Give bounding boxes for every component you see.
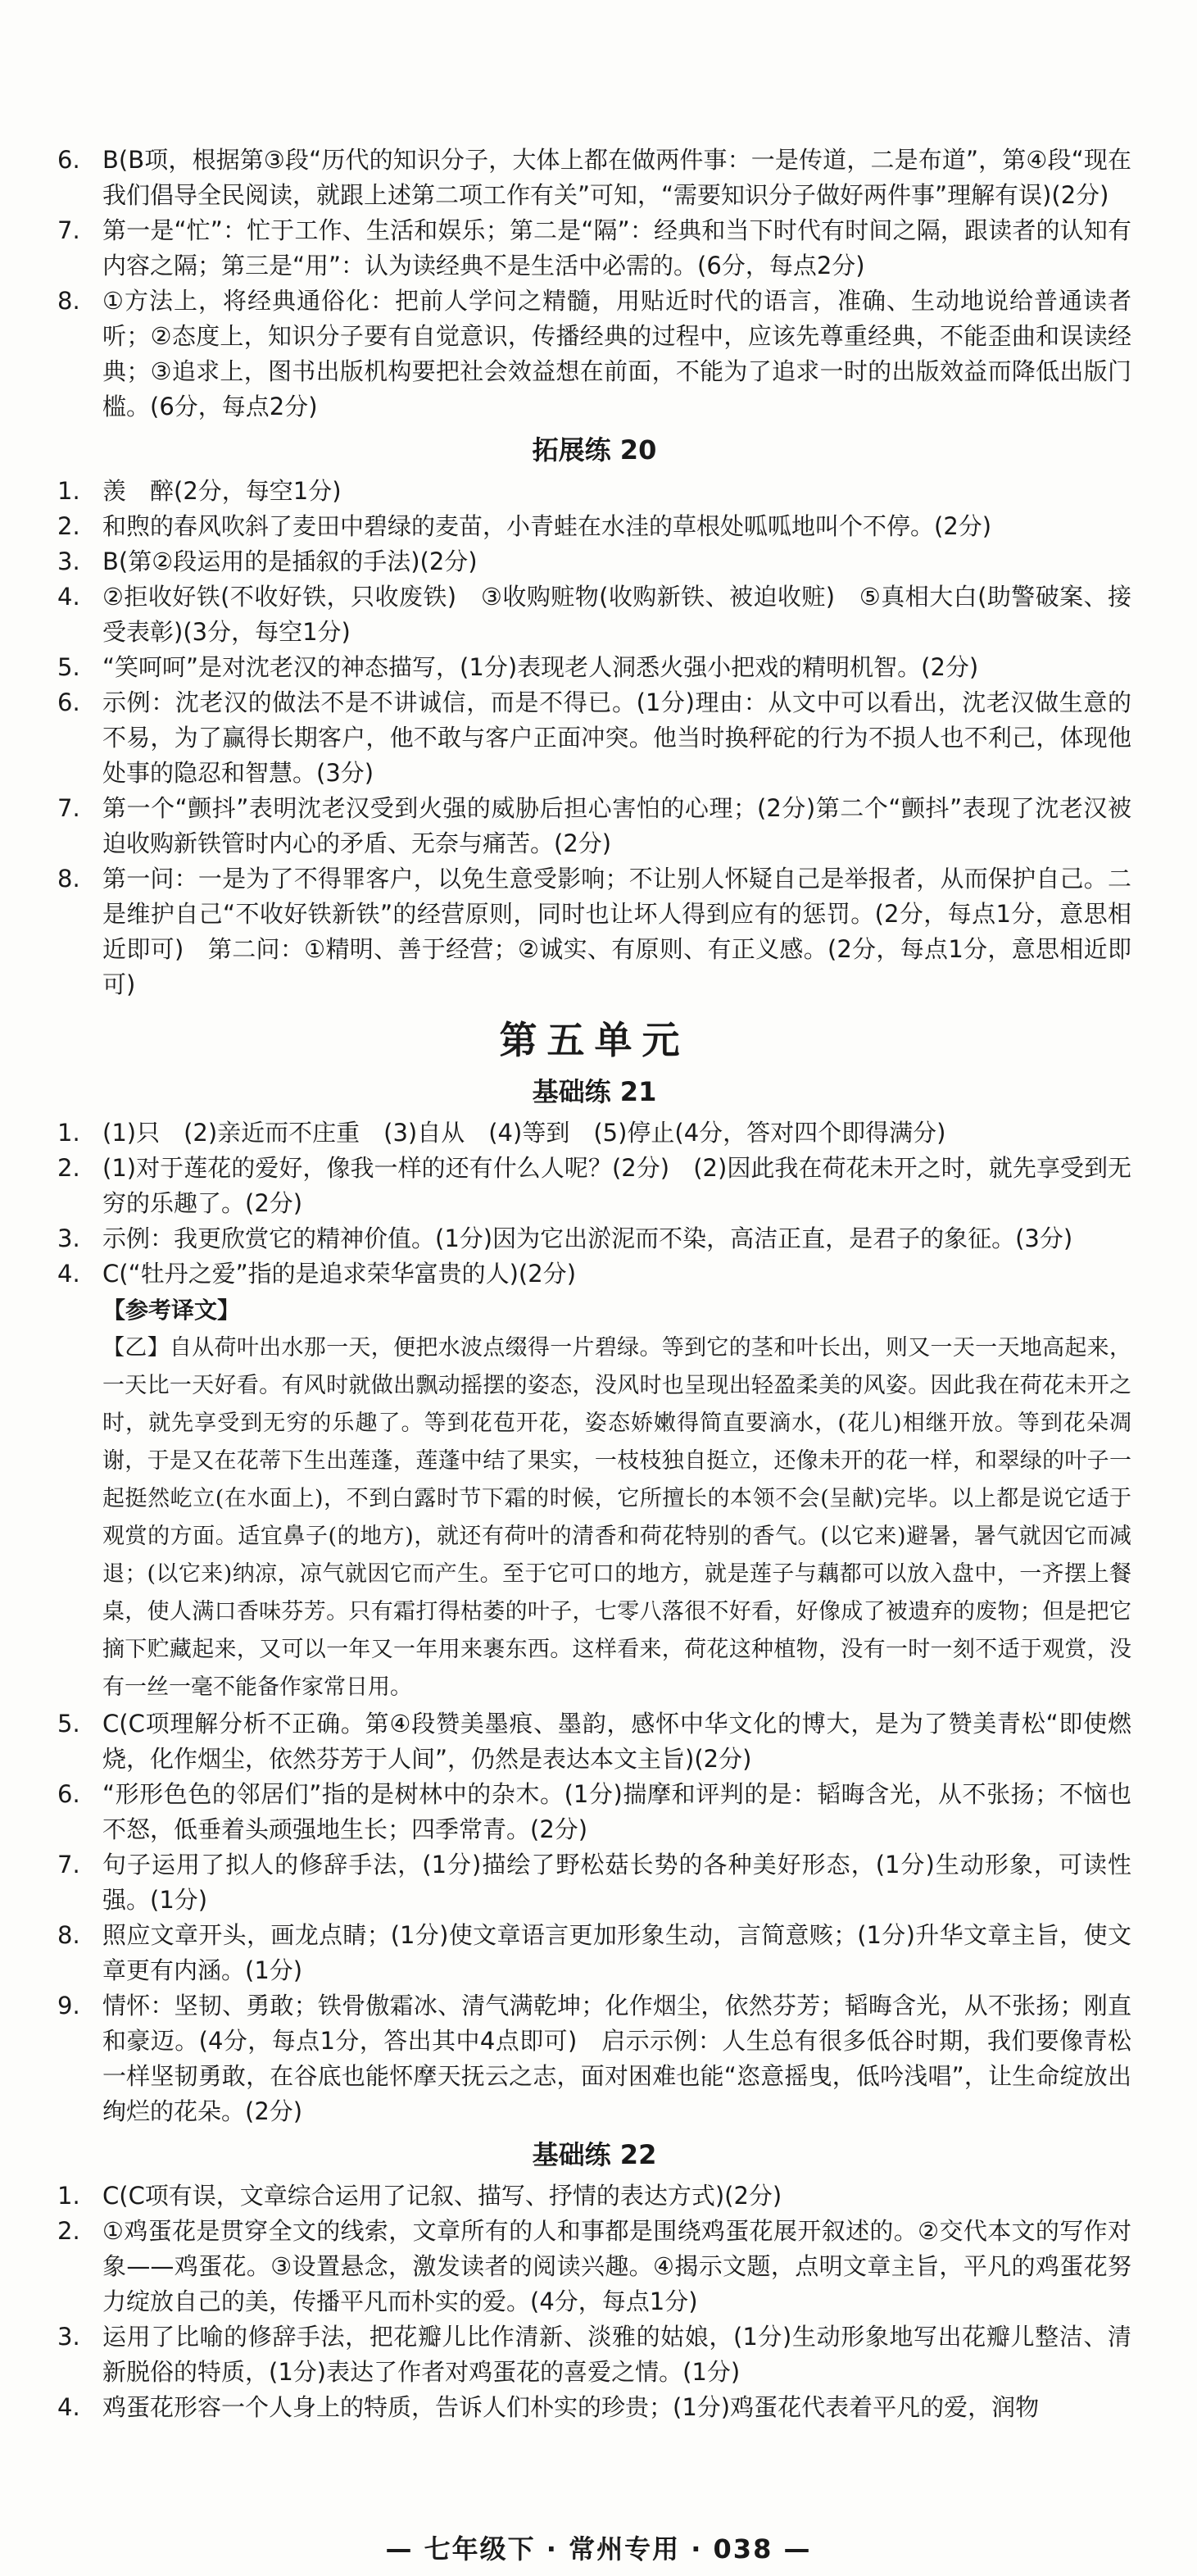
section-previous-answers xyxy=(57,143,1131,425)
answer-item: 8. 照应文章开头，画龙点睛；(1分)使文章语言更加形象生动，言简意赅；(1分)升华文章主旨，使文章更有内涵。(1分) xyxy=(57,1921,1131,1984)
answer-text: 示例：沈老汉的做法不是不讲诚信，而是不得已。(1分)理由：从文中可以看出，沈老汉做生意的不易，为了赢得长期客户，他不敢与客户正面冲突。他当时换秤砣的行为不损人也不利己，体现他处事的隐忍和智慧。(3分) xyxy=(102,688,1131,787)
unit-title: 第五单元 xyxy=(499,1018,690,1062)
answer-text: 第一问：一是为了不得罪客户，以免生意受影响；不让别人怀疑自己是举报者，从而保护自己。二是维护自己“不收好铁新铁”的经营原则，同时也让坏人得到应有的惩罚。(2分，每点1分，意思相近即可) 第二问：①精明、善于经营；②诚实、有原则、有正义感。(2分，每点1分，意思相近即可) xyxy=(102,865,1131,998)
answer-item: 1. 羡 醉(2分，每空1分) xyxy=(57,477,342,505)
answer-text: 情怀：坚韧、勇敢；铁骨傲霜冰、清气满乾坤；化作烟尘，依然芬芳；韬晦含光，从不张扬；刚直和豪迈。(4分，每点1分，答出其中4点即可) 启示示例：人生总有很多低谷时期，我们要像青松一样坚韧勇敢，在谷底也能怀摩天抚云之志，面对困难也能“恣意摇曳，低吟浅唱”，让生命绽放出绚烂的花朵。(2分) xyxy=(102,1992,1131,2125)
answer-text: B(第②段运用的是插叙的手法)(2分) xyxy=(102,547,478,575)
answer-item: 2. ①鸡蛋花是贯穿全文的线索，文章所有的人和事都是围绕鸡蛋花展开叙述的。②交代本文的写作对象——鸡蛋花。③设置悬念，激发读者的阅读兴趣。④揭示文题，点明文章主旨，平凡的鸡蛋花努力绽放自己的美，传播平凡而朴实的爱。(4分，每点1分) xyxy=(57,2217,1131,2315)
answer-item: 4. C(“牡丹之爱”指的是追求荣华富贵的人)(2分) xyxy=(57,1260,577,1288)
answer-text: ①方法上，将经典通俗化：把前人学问之精髓，用贴近时代的语言，准确、生动地说给普通读者听；②态度上，知识分子要有自觉意识，传播经典的过程中，应该先尊重经典，不能歪曲和误读经典；③追求上，图书出版机构要把社会效益想在前面，不能为了追求一时的出版效益而降低出版门槛。(6分，每点2分) xyxy=(102,287,1131,420)
answer-text: 第一个“颤抖”表明沈老汉受到火强的威胁后担心害怕的心理；(2分)第二个“颤抖”表现了沈老汉被迫收购新铁管时内心的矛盾、无奈与痛苦。(2分) xyxy=(102,794,1131,857)
answer-item: 1. C(C项有误，文章综合运用了记叙、描写、抒情的表达方式)(2分) xyxy=(57,2182,782,2210)
answer-text: C(C项有误，文章综合运用了记叙、描写、抒情的表达方式)(2分) xyxy=(102,2182,782,2210)
answer-text: ②拒收好铁(不收好铁，只收废铁) ③收购赃物(收购新铁、被迫收赃) ⑤真相大白(助警破案、接受表彰)(3分，每空1分) xyxy=(102,583,1131,646)
section-extension-20 xyxy=(57,474,1131,1002)
answer-item: 6. 示例：沈老汉的做法不是不讲诚信，而是不得已。(1分)理由：从文中可以看出，沈老汉做生意的不易，为了赢得长期客户，他不敢与客户正面冲突。他当时换秤砣的行为不损人也不利己，体现他处事的隐忍和智慧。(3分) xyxy=(57,688,1131,787)
answer-item: 8. ①方法上，将经典通俗化：把前人学问之精髓，用贴近时代的语言，准确、生动地说给普通读者听；②态度上，知识分子要有自觉意识，传播经典的过程中，应该先尊重经典，不能歪曲和误读经典；③追求上，图书出版机构要把社会效益想在前面，不能为了追求一时的出版效益而降低出版门槛。(6分，每点2分) xyxy=(57,287,1131,420)
answer-item: 5. “笑呵呵”是对沈老汉的神态描写，(1分)表现老人洞悉火强小把戏的精明机智。(2分) xyxy=(57,653,979,681)
answer-text: “形形色色的邻居们”指的是树林中的杂木。(1分)揣摩和评判的是：韬晦含光，从不张扬；不恼也不怒，低垂着头顽强地生长；四季常青。(2分) xyxy=(102,1780,1131,1843)
answer-text: 鸡蛋花形容一个人身上的特质，告诉人们朴实的珍贵；(1分)鸡蛋花代表着平凡的爱，润物 xyxy=(102,2393,1040,2421)
answer-text: 照应文章开头，画龙点睛；(1分)使文章语言更加形象生动，言简意赅；(1分)升华文章主旨，使文章更有内涵。(1分) xyxy=(102,1921,1131,1984)
answer-item: 7. 第一个“颤抖”表明沈老汉受到火强的威胁后担心害怕的心理；(2分)第二个“颤抖”表现了沈老汉被迫收购新铁管时内心的矛盾、无奈与痛苦。(2分) xyxy=(57,794,1131,857)
answer-item: 5. C(C项理解分析不正确。第④段赞美墨痕、墨韵，感怀中华文化的博大，是为了赞美青松“即使燃烧，化作烟尘，依然芬芳于人间”，仍然是表达本文主旨)(2分) xyxy=(57,1710,1131,1773)
answer-item: 3. 示例：我更欣赏它的精神价值。(1分)因为它出淤泥而不染，高洁正直，是君子的象征。(3分) xyxy=(57,1224,1073,1252)
answer-item: 1. (1)只 (2)亲近而不庄重 (3)自从 (4)等到 (5)停止(4分，答对四个即得满分) xyxy=(57,1119,946,1147)
section-basic-22 xyxy=(57,2178,1131,2425)
answer-text: C(“牡丹之爱”指的是追求荣华富贵的人)(2分) xyxy=(102,1260,577,1288)
answer-item: 7. 第一是“忙”：忙于工作、生活和娱乐；第二是“隔”：经典和当下时代有时间之隔，跟读者的认知有内容之隔；第三是“用”：认为读经典不是生活中必需的。(6分，每点2分) xyxy=(57,216,1131,279)
answer-item: 6. B(B项，根据第③段“历代的知识分子，大体上都在做两件事：一是传道，二是布道”，第④段“现在我们倡导全民阅读，就跟上述第二项工作有关”可知，“需要知识分子做好两件事”理解有误)(2分) xyxy=(57,146,1131,209)
answer-item: 4. 鸡蛋花形容一个人身上的特质，告诉人们朴实的珍贵；(1分)鸡蛋花代表着平凡的爱，润物 xyxy=(57,2393,1040,2421)
answer-text: 示例：我更欣赏它的精神价值。(1分)因为它出淤泥而不染，高洁正直，是君子的象征。(3分) xyxy=(102,1224,1073,1252)
page-footer: — 七年级下 · 常州专用 · 038 — xyxy=(385,2533,812,2565)
section-basic-21 xyxy=(57,1115,1131,2129)
answer-item: 9. 情怀：坚韧、勇敢；铁骨傲霜冰、清气满乾坤；化作烟尘，依然芬芳；韬晦含光，从不张扬；刚直和豪迈。(4分，每点1分，答出其中4点即可) 启示示例：人生总有很多低谷时期，我们要像青松一样坚韧勇敢，在谷底也能怀摩天抚云之志，面对困难也能“恣意摇曳，低吟浅唱”，让生命绽放出绚烂的花朵。(2分) xyxy=(57,1992,1131,2125)
answer-item: 2. 和煦的春风吹斜了麦田中碧绿的麦苗，小青蛙在水洼的草根处呱呱地叫个不停。(2分) xyxy=(57,512,992,540)
reference-translation-text: 【乙】自从荷叶出水那一天，便把水波点缀得一片碧绿。等到它的茎和叶长出，则又一天一天地高起来，一天比一天好看。有风时就做出飘动摇摆的姿态，没风时也呈现出轻盈柔美的风姿。因此我在荷花未开之时，就先享受到无穷的乐趣了。等到花苞开花，姿态娇嫩得简直要滴水，(花儿)相继开放。等到花朵凋谢，于是又在花蒂下生出莲蓬，莲蓬中结了果实，一枝枝独自挺立，还像未开的花一样，和翠绿的叶子一起挺然屹立(在水面上)，不到白露时节下霜的时候，它所擅长的本领不会(呈献)完毕。以上都是说它适于观赏的方面。适宜鼻子(的地方)，就还有荷叶的清香和荷花特别的香气。(以它来)避暑，暑气就因它而减退；(以它来)纳凉，凉气就因它而产生。至于它可口的地方，就是莲子与藕都可以放入盘中，一齐摆上餐桌，使人满口香味芬芳。只有霜打得枯萎的叶子，七零八落很不好看，好像成了被遗弃的废物；但是把它摘下贮藏起来，又可以一年又一年用来裹东西。这样看来，荷花这种植物，没有一时一刻不适于观赏，没有一丝一毫不能备作家常日用。 xyxy=(102,1335,1131,1700)
answer-text: B(B项，根据第③段“历代的知识分子，大体上都在做两件事：一是传道，二是布道”，第④段“现在我们倡导全民阅读，就跟上述第二项工作有关”可知，“需要知识分子做好两件事”理解有误)(2分) xyxy=(102,146,1131,209)
section-heading: 基础练 22 xyxy=(532,2139,657,2170)
section-heading: 基础练 21 xyxy=(532,1076,657,1107)
answer-item: 7. 句子运用了拟人的修辞手法，(1分)描绘了野松菇长势的各种美好形态，(1分)生动形象，可读性强。(1分) xyxy=(57,1851,1131,1914)
answer-text: ①鸡蛋花是贯穿全文的线索，文章所有的人和事都是围绕鸡蛋花展开叙述的。②交代本文的写作对象——鸡蛋花。③设置悬念，激发读者的阅读兴趣。④揭示文题，点明文章主旨，平凡的鸡蛋花努力绽放自己的美，传播平凡而朴实的爱。(4分，每点1分) xyxy=(102,2217,1131,2315)
answer-item: 2. (1)对于莲花的爱好，像我一样的还有什么人呢？(2分) (2)因此我在荷花未开之时，就先享受到无穷的乐趣了。(2分) xyxy=(57,1154,1131,1217)
answer-item: 8. 第一问：一是为了不得罪客户，以免生意受影响；不让别人怀疑自己是举报者，从而保护自己。二是维护自己“不收好铁新铁”的经营原则，同时也让坏人得到应有的惩罚。(2分，每点1分，意思相近即可) 第二问：①精明、善于经营；②诚实、有原则、有正义感。(2分，每点1分，意思相近即可) xyxy=(57,865,1131,998)
answer-text: “笑呵呵”是对沈老汉的神态描写，(1分)表现老人洞悉火强小把戏的精明机智。(2分) xyxy=(102,653,979,681)
answer-text: 羡 醉(2分，每空1分) xyxy=(102,477,342,505)
answer-text: 和煦的春风吹斜了麦田中碧绿的麦苗，小青蛙在水洼的草根处呱呱地叫个不停。(2分) xyxy=(102,512,992,540)
answer-text: (1)对于莲花的爱好，像我一样的还有什么人呢？(2分) (2)因此我在荷花未开之时，就先享受到无穷的乐趣了。(2分) xyxy=(102,1154,1131,1217)
answer-text: 第一是“忙”：忙于工作、生活和娱乐；第二是“隔”：经典和当下时代有时间之隔，跟读者的认知有内容之隔；第三是“用”：认为读经典不是生活中必需的。(6分，每点2分) xyxy=(102,216,1131,279)
section-heading: 拓展练 20 xyxy=(532,434,657,466)
answer-item: 6. “形形色色的邻居们”指的是树林中的杂木。(1分)揣摩和评判的是：韬晦含光，从不张扬；不恼也不怒，低垂着头顽强地生长；四季常青。(2分) xyxy=(57,1780,1131,1843)
reference-translation-title: 【参考译文】 xyxy=(102,1297,241,1324)
answer-text: 句子运用了拟人的修辞手法，(1分)描绘了野松菇长势的各种美好形态，(1分)生动形象，可读性强。(1分) xyxy=(102,1851,1131,1914)
answer-text: C(C项理解分析不正确。第④段赞美墨痕、墨韵，感怀中华文化的博大，是为了赞美青松“即使燃烧，化作烟尘，依然芬芳于人间”，仍然是表达本文主旨)(2分) xyxy=(102,1710,1131,1773)
answer-item: 4. ②拒收好铁(不收好铁，只收废铁) ③收购赃物(收购新铁、被迫收赃) ⑤真相大白(助警破案、接受表彰)(3分，每空1分) xyxy=(57,583,1131,646)
answer-item: 3. 运用了比喻的修辞手法，把花瓣儿比作清新、淡雅的姑娘，(1分)生动形象地写出花瓣儿整洁、清新脱俗的特质，(1分)表达了作者对鸡蛋花的喜爱之情。(1分) xyxy=(57,2323,1131,2386)
answer-item: 3. B(第②段运用的是插叙的手法)(2分) xyxy=(57,547,478,575)
answer-text: (1)只 (2)亲近而不庄重 (3)自从 (4)等到 (5)停止(4分，答对四个即得满分) xyxy=(102,1119,946,1147)
answer-text: 运用了比喻的修辞手法，把花瓣儿比作清新、淡雅的姑娘，(1分)生动形象地写出花瓣儿整洁、清新脱俗的特质，(1分)表达了作者对鸡蛋花的喜爱之情。(1分) xyxy=(102,2323,1131,2386)
